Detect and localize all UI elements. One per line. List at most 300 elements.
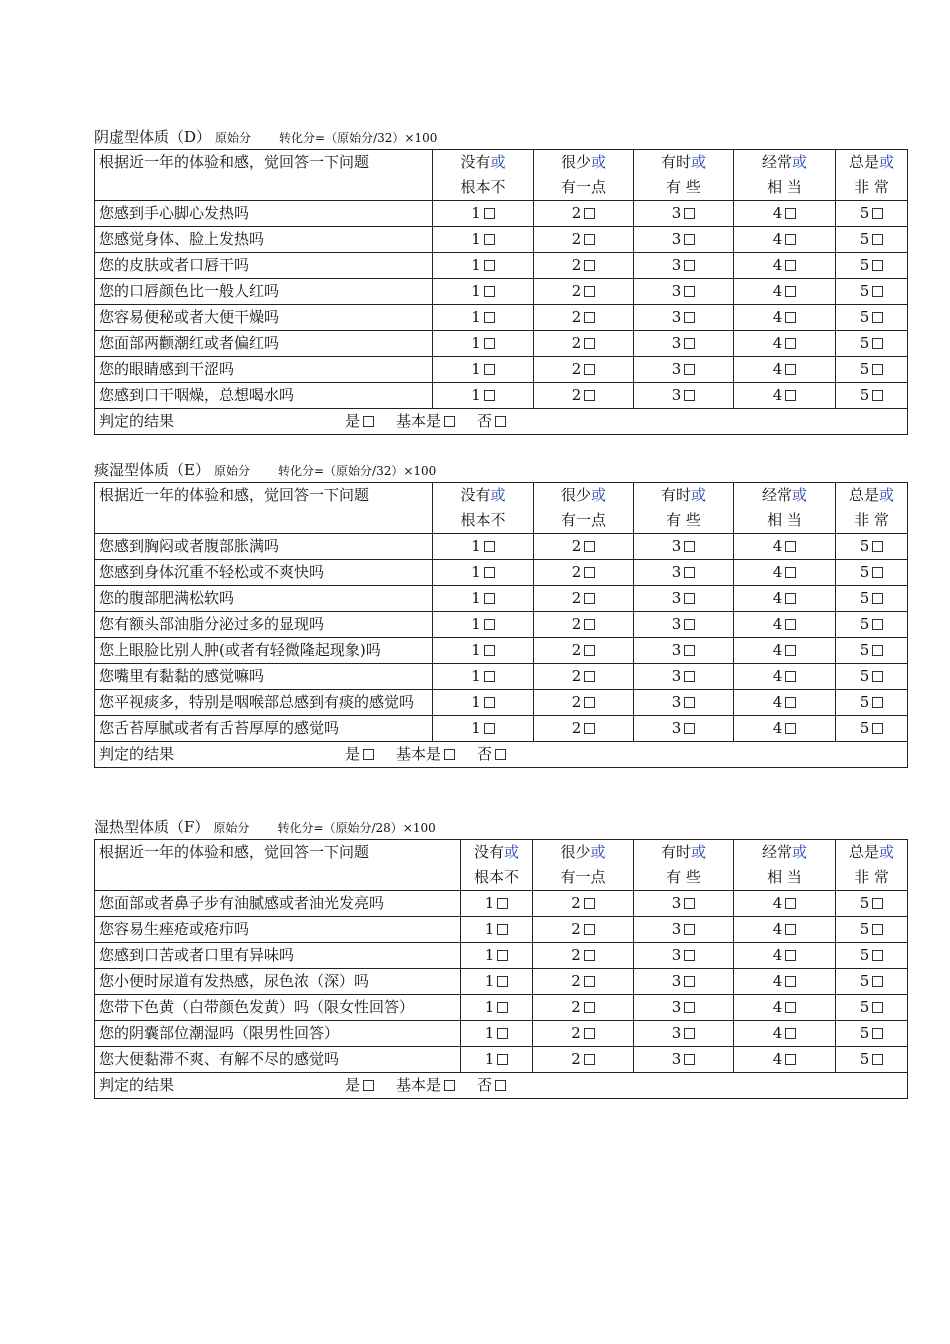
checkbox-icon[interactable]: [684, 208, 695, 219]
score-option-1[interactable]: [433, 586, 534, 612]
checkbox-icon[interactable]: [363, 749, 374, 760]
score-value: 4: [772, 998, 783, 1016]
score-option-4[interactable]: [734, 995, 836, 1021]
checkbox-icon[interactable]: [363, 1080, 374, 1091]
checkbox-icon[interactable]: [363, 416, 374, 427]
score-option-3[interactable]: [634, 253, 734, 279]
score-option-1[interactable]: [433, 560, 534, 586]
score-option-4[interactable]: [734, 716, 836, 742]
score-option-2[interactable]: [534, 201, 634, 227]
result-option-2[interactable]: [396, 409, 455, 434]
checkbox-icon[interactable]: [684, 1028, 695, 1039]
score-value: 2: [571, 998, 581, 1016]
score-option-4[interactable]: [734, 1021, 836, 1047]
checkbox-icon[interactable]: [785, 541, 796, 552]
score-value: 3: [671, 204, 682, 222]
checkbox-icon[interactable]: [785, 1054, 796, 1065]
checkbox-icon[interactable]: [785, 950, 796, 961]
score-option-5[interactable]: [836, 690, 908, 716]
result-option-1[interactable]: [345, 409, 374, 434]
score-option-3[interactable]: [634, 612, 734, 638]
checkbox-icon[interactable]: [872, 390, 883, 401]
checkbox-icon[interactable]: [497, 924, 508, 935]
score-option-3[interactable]: [634, 943, 734, 969]
checkbox-icon[interactable]: [684, 364, 695, 375]
score-option-5[interactable]: [836, 357, 908, 383]
question-cell: [95, 383, 433, 409]
checkbox-icon[interactable]: [785, 1028, 796, 1039]
checkbox-icon[interactable]: [484, 541, 495, 552]
score-option-1[interactable]: [433, 253, 534, 279]
question-cell: [95, 201, 433, 227]
score-option-3[interactable]: [634, 227, 734, 253]
score-value: 1: [471, 537, 481, 555]
checkbox-icon[interactable]: [484, 619, 495, 630]
checkbox-icon[interactable]: [684, 593, 695, 604]
checkbox-icon[interactable]: [684, 390, 695, 401]
score-option-4[interactable]: [734, 612, 836, 638]
score-option-5[interactable]: [836, 917, 908, 943]
checkbox-icon[interactable]: [872, 364, 883, 375]
checkbox-icon[interactable]: [484, 338, 495, 349]
score-option-4[interactable]: [734, 279, 836, 305]
score-value: 4: [772, 537, 783, 555]
score-option-3[interactable]: [634, 1021, 734, 1047]
checkbox-icon[interactable]: [497, 1054, 508, 1065]
score-option-1[interactable]: [433, 638, 534, 664]
score-option-1[interactable]: [461, 1021, 533, 1047]
checkbox-icon[interactable]: [872, 1028, 883, 1039]
question-cell: [95, 917, 461, 943]
checkbox-icon[interactable]: [484, 260, 495, 271]
score-value: 2: [571, 360, 582, 378]
header-row: [95, 483, 908, 534]
score-value: 3: [671, 334, 682, 352]
score-option-5[interactable]: [836, 664, 908, 690]
checkbox-icon[interactable]: [872, 671, 883, 682]
checkbox-icon[interactable]: [872, 723, 883, 734]
checkbox-icon[interactable]: [584, 1028, 595, 1039]
score-option-3[interactable]: [634, 560, 734, 586]
score-option-2[interactable]: [533, 1021, 634, 1047]
score-option-2[interactable]: [534, 612, 634, 638]
checkbox-icon[interactable]: [497, 950, 508, 961]
score-option-5[interactable]: [836, 279, 908, 305]
checkbox-icon[interactable]: [444, 749, 455, 760]
score-option-1[interactable]: [461, 943, 533, 969]
result-option-3[interactable]: [477, 742, 506, 767]
checkbox-icon[interactable]: [785, 390, 796, 401]
score-option-1[interactable]: [433, 227, 534, 253]
score-option-5[interactable]: [836, 227, 908, 253]
score-option-1[interactable]: [433, 534, 534, 560]
score-value: 5: [859, 563, 870, 581]
score-option-5[interactable]: [836, 612, 908, 638]
checkbox-icon[interactable]: [584, 567, 595, 578]
checkbox-icon[interactable]: [872, 286, 883, 297]
checkbox-icon[interactable]: [584, 723, 595, 734]
question-text: 您大便黏滞不爽、有解不尽的感觉吗: [99, 1050, 340, 1068]
score-option-1[interactable]: [433, 201, 534, 227]
score-value: 2: [571, 308, 582, 326]
score-option-4[interactable]: [734, 891, 836, 917]
option-header-top: 总是: [848, 486, 879, 504]
checkbox-icon[interactable]: [684, 645, 695, 656]
checkbox-icon[interactable]: [484, 364, 495, 375]
score-option-4[interactable]: [734, 227, 836, 253]
score-value: 4: [772, 894, 783, 912]
checkbox-icon[interactable]: [684, 924, 695, 935]
score-option-3[interactable]: [634, 534, 734, 560]
section-yin-deficiency: [94, 127, 907, 435]
score-option-5[interactable]: [836, 560, 908, 586]
checkbox-icon[interactable]: [785, 645, 796, 656]
checkbox-icon[interactable]: [785, 1002, 796, 1013]
checkbox-icon[interactable]: [584, 593, 595, 604]
score-option-5[interactable]: [836, 253, 908, 279]
checkbox-icon[interactable]: [495, 749, 506, 760]
checkbox-icon[interactable]: [872, 1054, 883, 1065]
score-option-5[interactable]: [836, 586, 908, 612]
checkbox-icon[interactable]: [444, 416, 455, 427]
score-option-1[interactable]: [433, 279, 534, 305]
score-option-2[interactable]: [534, 586, 634, 612]
checkbox-icon[interactable]: [484, 312, 495, 323]
score-option-3[interactable]: [634, 383, 734, 409]
score-value: 5: [859, 589, 870, 607]
checkbox-icon[interactable]: [584, 234, 595, 245]
checkbox-icon[interactable]: [872, 312, 883, 323]
checkbox-icon[interactable]: [584, 208, 595, 219]
result-option-1[interactable]: [345, 742, 374, 767]
result-option-3[interactable]: [477, 1073, 506, 1098]
score-option-5[interactable]: [836, 969, 908, 995]
checkbox-icon[interactable]: [484, 697, 495, 708]
score-option-2[interactable]: [533, 943, 634, 969]
score-option-2[interactable]: [533, 969, 634, 995]
checkbox-icon[interactable]: [785, 924, 796, 935]
option-header-accent: 或: [591, 153, 607, 171]
checkbox-icon[interactable]: [484, 286, 495, 297]
checkbox-icon[interactable]: [785, 208, 796, 219]
score-option-3[interactable]: [634, 638, 734, 664]
checkbox-icon[interactable]: [584, 312, 595, 323]
checkbox-icon[interactable]: [484, 723, 495, 734]
table-body: [95, 150, 908, 435]
score-option-5[interactable]: [836, 716, 908, 742]
score-option-4[interactable]: [734, 253, 836, 279]
checkbox-icon[interactable]: [484, 208, 495, 219]
option-header-2: [534, 483, 634, 534]
score-value: 5: [859, 282, 870, 300]
score-option-4[interactable]: [734, 331, 836, 357]
score-option-3[interactable]: [634, 305, 734, 331]
checkbox-icon[interactable]: [584, 697, 595, 708]
score-option-5[interactable]: [836, 305, 908, 331]
score-value: 5: [859, 667, 870, 685]
score-value: 5: [859, 360, 870, 378]
score-option-4[interactable]: [734, 690, 836, 716]
score-option-2[interactable]: [534, 305, 634, 331]
score-option-4[interactable]: [734, 638, 836, 664]
checkbox-icon[interactable]: [872, 338, 883, 349]
checkbox-icon[interactable]: [785, 338, 796, 349]
score-option-2[interactable]: [534, 227, 634, 253]
score-option-2[interactable]: [534, 279, 634, 305]
score-value: 1: [471, 589, 481, 607]
checkbox-icon[interactable]: [584, 671, 595, 682]
checkbox-icon[interactable]: [684, 567, 695, 578]
score-option-3[interactable]: [634, 664, 734, 690]
checkbox-icon[interactable]: [785, 567, 796, 578]
score-option-1[interactable]: [433, 357, 534, 383]
score-value: 1: [484, 894, 495, 912]
result-option-label: 否: [477, 412, 493, 430]
score-value: 2: [571, 693, 582, 711]
score-option-3[interactable]: [634, 357, 734, 383]
checkbox-icon[interactable]: [785, 723, 796, 734]
checkbox-icon[interactable]: [684, 338, 695, 349]
checkbox-icon[interactable]: [684, 671, 695, 682]
score-option-4[interactable]: [734, 357, 836, 383]
score-option-5[interactable]: [836, 943, 908, 969]
score-option-3[interactable]: [634, 917, 734, 943]
score-option-2[interactable]: [533, 891, 634, 917]
checkbox-icon[interactable]: [785, 260, 796, 271]
checkbox-icon[interactable]: [584, 1054, 595, 1065]
checkbox-icon[interactable]: [785, 286, 796, 297]
header-row: [95, 150, 908, 201]
checkbox-icon[interactable]: [785, 312, 796, 323]
option-header-top: 很少: [560, 153, 591, 171]
score-option-2[interactable]: [533, 917, 634, 943]
score-option-2[interactable]: [534, 253, 634, 279]
score-option-1[interactable]: [461, 995, 533, 1021]
checkbox-icon[interactable]: [872, 645, 883, 656]
score-option-4[interactable]: [734, 917, 836, 943]
result-row: [95, 409, 908, 435]
score-option-4[interactable]: [734, 305, 836, 331]
score-option-3[interactable]: [634, 995, 734, 1021]
checkbox-icon[interactable]: [684, 312, 695, 323]
checkbox-icon[interactable]: [484, 645, 495, 656]
question-text: 您感觉身体、脸上发热吗: [99, 230, 265, 248]
score-option-1[interactable]: [433, 331, 534, 357]
checkbox-icon[interactable]: [684, 697, 695, 708]
checkbox-icon[interactable]: [584, 924, 595, 935]
option-header-top: 经常: [761, 153, 792, 171]
checkbox-icon[interactable]: [785, 619, 796, 630]
score-option-2[interactable]: [534, 560, 634, 586]
score-value: 5: [859, 204, 870, 222]
score-option-3[interactable]: [634, 690, 734, 716]
score-option-2[interactable]: [534, 331, 634, 357]
score-option-1[interactable]: [461, 1047, 533, 1073]
score-option-2[interactable]: [534, 534, 634, 560]
checkbox-icon[interactable]: [497, 976, 508, 987]
score-value: 1: [471, 256, 481, 274]
score-option-5[interactable]: [836, 1047, 908, 1073]
checkbox-icon[interactable]: [497, 1028, 508, 1039]
checkbox-icon[interactable]: [785, 234, 796, 245]
checkbox-icon[interactable]: [484, 593, 495, 604]
score-option-4[interactable]: [734, 534, 836, 560]
checkbox-icon[interactable]: [872, 541, 883, 552]
score-option-4[interactable]: [734, 383, 836, 409]
checkbox-icon[interactable]: [872, 950, 883, 961]
score-value: 2: [571, 972, 581, 990]
question-text: 您面部或者鼻子步有油腻感或者油光发亮吗: [99, 894, 385, 912]
result-option-2[interactable]: [396, 1073, 455, 1098]
checkbox-icon[interactable]: [484, 567, 495, 578]
checkbox-icon[interactable]: [484, 234, 495, 245]
checkbox-icon[interactable]: [484, 671, 495, 682]
checkbox-icon[interactable]: [872, 976, 883, 987]
table-body: [95, 840, 908, 1099]
checkbox-icon[interactable]: [684, 541, 695, 552]
checkbox-icon[interactable]: [584, 286, 595, 297]
checkbox-icon[interactable]: [495, 1080, 506, 1091]
checkbox-icon[interactable]: [872, 898, 883, 909]
table-row: [95, 201, 908, 227]
score-option-5[interactable]: [836, 534, 908, 560]
score-option-1[interactable]: [461, 969, 533, 995]
checkbox-icon[interactable]: [785, 976, 796, 987]
score-option-2[interactable]: [534, 383, 634, 409]
checkbox-icon[interactable]: [584, 619, 595, 630]
checkbox-icon[interactable]: [444, 1080, 455, 1091]
checkbox-icon[interactable]: [872, 924, 883, 935]
checkbox-icon[interactable]: [584, 390, 595, 401]
checkbox-icon[interactable]: [684, 898, 695, 909]
checkbox-icon[interactable]: [584, 976, 595, 987]
score-option-2[interactable]: [534, 357, 634, 383]
score-value: 5: [859, 641, 870, 659]
checkbox-icon[interactable]: [584, 338, 595, 349]
checkbox-icon[interactable]: [785, 898, 796, 909]
score-option-1[interactable]: [461, 917, 533, 943]
score-option-3[interactable]: [634, 969, 734, 995]
score-option-2[interactable]: [533, 995, 634, 1021]
score-option-3[interactable]: [634, 331, 734, 357]
score-option-5[interactable]: [836, 331, 908, 357]
score-option-5[interactable]: [836, 201, 908, 227]
score-option-4[interactable]: [734, 586, 836, 612]
option-header-2: [533, 840, 634, 891]
score-option-2[interactable]: [534, 716, 634, 742]
checkbox-icon[interactable]: [684, 234, 695, 245]
checkbox-icon[interactable]: [584, 364, 595, 375]
score-option-1[interactable]: [433, 716, 534, 742]
option-header-5: [836, 150, 908, 201]
checkbox-icon[interactable]: [872, 619, 883, 630]
score-option-1[interactable]: [433, 690, 534, 716]
checkbox-icon[interactable]: [684, 1002, 695, 1013]
checkbox-icon[interactable]: [785, 697, 796, 708]
score-option-5[interactable]: [836, 891, 908, 917]
score-value: 4: [772, 334, 783, 352]
question-cell: [95, 664, 433, 690]
score-option-3[interactable]: [634, 201, 734, 227]
checkbox-icon[interactable]: [785, 593, 796, 604]
score-value: 4: [772, 946, 783, 964]
score-option-3[interactable]: [634, 279, 734, 305]
checkbox-icon[interactable]: [872, 697, 883, 708]
checkbox-icon[interactable]: [584, 898, 595, 909]
question-text: 您的眼睛感到干涩吗: [99, 360, 235, 378]
score-option-5[interactable]: [836, 638, 908, 664]
checkbox-icon[interactable]: [872, 260, 883, 271]
checkbox-icon[interactable]: [872, 567, 883, 578]
result-option-3[interactable]: [477, 409, 506, 434]
result-option-2[interactable]: [396, 742, 455, 767]
checkbox-icon[interactable]: [584, 541, 595, 552]
checkbox-icon[interactable]: [872, 1002, 883, 1013]
checkbox-icon[interactable]: [495, 416, 506, 427]
option-header-bottom: 根本不: [460, 511, 506, 529]
score-option-2[interactable]: [534, 638, 634, 664]
score-option-3[interactable]: [634, 716, 734, 742]
checkbox-icon[interactable]: [872, 234, 883, 245]
checkbox-icon[interactable]: [584, 645, 595, 656]
checkbox-icon[interactable]: [684, 976, 695, 987]
checkbox-icon[interactable]: [684, 286, 695, 297]
score-option-4[interactable]: [734, 943, 836, 969]
score-option-2[interactable]: [533, 1047, 634, 1073]
checkbox-icon[interactable]: [584, 1002, 595, 1013]
score-option-1[interactable]: [433, 612, 534, 638]
checkbox-icon[interactable]: [684, 950, 695, 961]
score-option-1[interactable]: [433, 664, 534, 690]
checkbox-icon[interactable]: [872, 208, 883, 219]
checkbox-icon[interactable]: [497, 1002, 508, 1013]
score-option-4[interactable]: [734, 201, 836, 227]
score-option-3[interactable]: [634, 586, 734, 612]
checkbox-icon[interactable]: [484, 390, 495, 401]
checkbox-icon[interactable]: [497, 898, 508, 909]
table-row: [95, 690, 908, 716]
score-value: 4: [772, 360, 783, 378]
score-option-5[interactable]: [836, 383, 908, 409]
result-option-1[interactable]: [345, 1073, 374, 1098]
score-option-2[interactable]: [534, 664, 634, 690]
score-option-3[interactable]: [634, 1047, 734, 1073]
checkbox-icon[interactable]: [872, 593, 883, 604]
score-option-1[interactable]: [433, 305, 534, 331]
score-value: 5: [859, 920, 870, 938]
score-option-4[interactable]: [734, 560, 836, 586]
option-header-accent: 或: [792, 153, 808, 171]
score-option-3[interactable]: [634, 891, 734, 917]
score-option-2[interactable]: [534, 690, 634, 716]
score-option-5[interactable]: [836, 995, 908, 1021]
option-header-accent: 或: [490, 486, 506, 504]
checkbox-icon[interactable]: [584, 950, 595, 961]
score-option-1[interactable]: [433, 383, 534, 409]
score-option-4[interactable]: [734, 969, 836, 995]
checkbox-icon[interactable]: [785, 364, 796, 375]
checkbox-icon[interactable]: [584, 260, 595, 271]
score-option-4[interactable]: [734, 664, 836, 690]
checkbox-icon[interactable]: [785, 671, 796, 682]
score-option-1[interactable]: [461, 891, 533, 917]
score-option-5[interactable]: [836, 1021, 908, 1047]
checkbox-icon[interactable]: [684, 619, 695, 630]
checkbox-icon[interactable]: [684, 260, 695, 271]
checkbox-icon[interactable]: [684, 723, 695, 734]
score-option-4[interactable]: [734, 1047, 836, 1073]
checkbox-icon[interactable]: [684, 1054, 695, 1065]
